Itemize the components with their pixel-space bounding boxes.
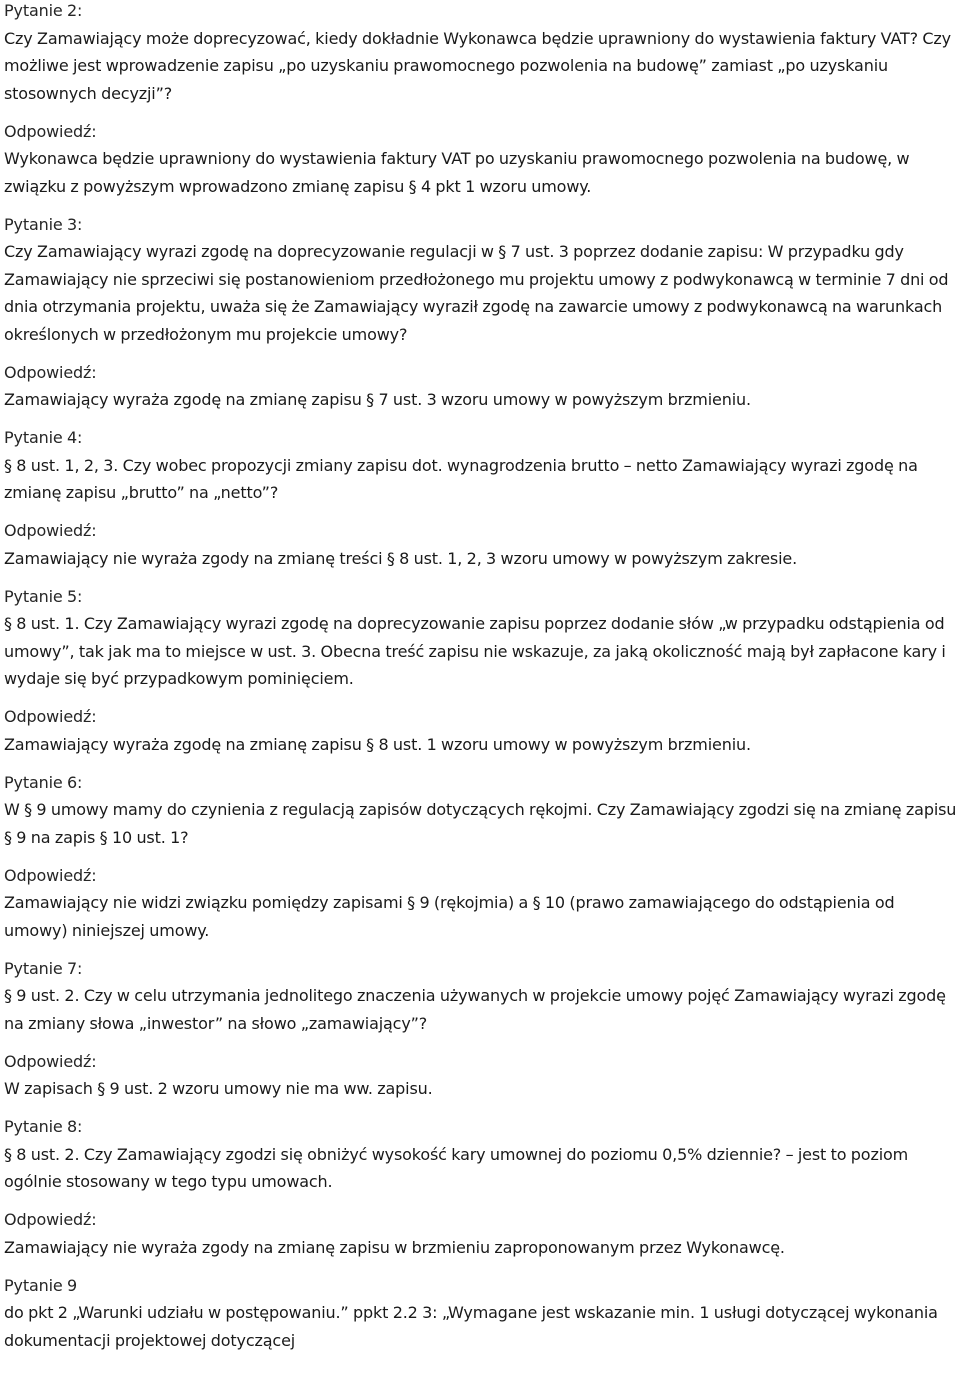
answer-8 — [4, 1206, 960, 1261]
answer-2 — [4, 118, 960, 201]
answer-text: Zamawiający nie wyraża zgody na zmianę treści § 8 ust. 1, 2, 3 wzoru umowy w powyższym zakresie. — [4, 548, 798, 568]
question-text: § 8 ust. 1. Czy Zamawiający wyrazi zgodę na doprecyzowanie zapisu poprzez dodanie słów „w przypadku odstąpienia od umowy”, tak jak ma to miejsce w ust. 3. Obecna treść zapisu nie wskazuje, za jaką okoliczność mają był zapłacone kary i wydaje się być przypadkowym pominięciem. — [4, 614, 946, 688]
answer-text: Zamawiający nie wyraża zgody na zmianę zapisu w brzmieniu zaproponowanym przez Wykonawcę. — [4, 1237, 785, 1257]
section-label: Pytanie 7: — [4, 958, 83, 978]
answer-text: Zamawiający wyraża zgodę na zmianę zapisu § 7 ust. 3 wzoru umowy w powyższym brzmieniu. — [4, 390, 751, 409]
question-text: § 8 ust. 2. Czy Zamawiający zgodzi się obniżyć wysokość kary umownej do poziomu 0,5% dziennie? – jest to poziom ogólnie stosowany w tego typu umowach. — [4, 1144, 909, 1191]
section-label: Odpowiedź: — [4, 1210, 97, 1229]
section-label: Pytanie 5: — [4, 586, 83, 606]
section-label: Pytanie 6: — [4, 772, 83, 792]
question-text: § 9 ust. 2. Czy w celu utrzymania jednolitego znaczenia używanych w projekcie umowy pojęć Zamawiający wyrazi zgodę na zmiany słowa „inwestor” na słowo „zamawiający”? — [4, 986, 946, 1033]
question-2 — [4, 0, 960, 107]
question-text: do pkt 2 „Warunki udziału w postępowaniu.” ppkt 2.2 3: „Wymagane jest wskazanie min. 1 usługi dotyczącej wykonania dokumentacji projektowej dotyczącej — [4, 1303, 938, 1350]
question-text: § 8 ust. 1, 2, 3. Czy wobec propozycji zmiany zapisu dot. wynagrodzenia brutto – netto Zamawiający wyrazi zgodę na zmianę zapisu „brutto” na „netto”? — [4, 455, 918, 502]
answer-text: W zapisach § 9 ust. 2 wzoru umowy nie ma ww. zapisu. — [4, 1079, 433, 1098]
section-label: Odpowiedź: — [4, 121, 97, 141]
document-body — [4, 0, 960, 1365]
question-5 — [4, 583, 960, 693]
answer-text: Zamawiający nie widzi związku pomiędzy zapisami § 9 (rękojmia) a § 10 (prawo zamawiającego do odstąpienia od umowy) niniejszej umowy. — [4, 893, 895, 940]
section-label: Odpowiedź: — [4, 521, 97, 540]
answer-5 — [4, 703, 960, 758]
question-4 — [4, 424, 960, 507]
section-label: Pytanie 3: — [4, 214, 83, 234]
answer-text: Zamawiający wyraża zgodę na zmianę zapisu § 8 ust. 1 wzoru umowy w powyższym brzmieniu. — [4, 734, 751, 754]
section-label: Odpowiedź: — [4, 362, 97, 382]
question-text: Czy Zamawiający może doprecyzować, kiedy dokładnie Wykonawca będzie uprawniony do wystawienia faktury VAT? Czy możliwe jest wprowadzenie zapisu „po uzyskaniu prawomocnego pozwolenia na budowę” zamiast „po uzyskaniu stosownych decyzji”? — [4, 28, 952, 103]
question-8 — [4, 1113, 960, 1196]
section-label: Odpowiedź: — [4, 707, 97, 726]
section-label: Pytanie 8: — [4, 1117, 83, 1136]
question-3 — [4, 211, 960, 349]
answer-text: Wykonawca będzie uprawniony do wystawienia faktury VAT po uzyskaniu prawomocnego pozwolenia na budowę, w związku z powyższym wprowadzono zmianę zapisu § 4 pkt 1 wzoru umowy. — [4, 149, 910, 196]
answer-6 — [4, 862, 960, 945]
question-text: W § 9 umowy mamy do czynienia z regulacją zapisów dotyczących rękojmi. Czy Zamawiający zgodzi się na zmianę zapisu § 9 na zapis § 10 ust. 1? — [4, 800, 957, 847]
answer-7 — [4, 1048, 960, 1103]
answer-3 — [4, 359, 960, 414]
section-label: Odpowiedź: — [4, 865, 97, 885]
question-7 — [4, 955, 960, 1038]
section-label: Pytanie 2: — [4, 1, 83, 20]
question-6 — [4, 769, 960, 852]
section-label: Pytanie 4: — [4, 428, 83, 447]
section-label: Pytanie 9 — [4, 1275, 78, 1295]
question-text: Czy Zamawiający wyrazi zgodę na doprecyzowanie regulacji w § 7 ust. 3 poprzez dodanie zapisu: W przypadku gdy Zamawiający nie sprzeciwi się postanowieniom przedłożonego mu projektu umowy z podwykonawcą w terminie 7 dni od dnia otrzymania projektu, uważa się że Zamawiający wyraził zgodę na zawarcie umowy z podwykonawcą na warunkach określonych w przedłożonym mu projekcie umowy? — [4, 242, 949, 344]
answer-4 — [4, 517, 960, 572]
question-9 — [4, 1272, 960, 1355]
section-label: Odpowiedź: — [4, 1051, 97, 1071]
